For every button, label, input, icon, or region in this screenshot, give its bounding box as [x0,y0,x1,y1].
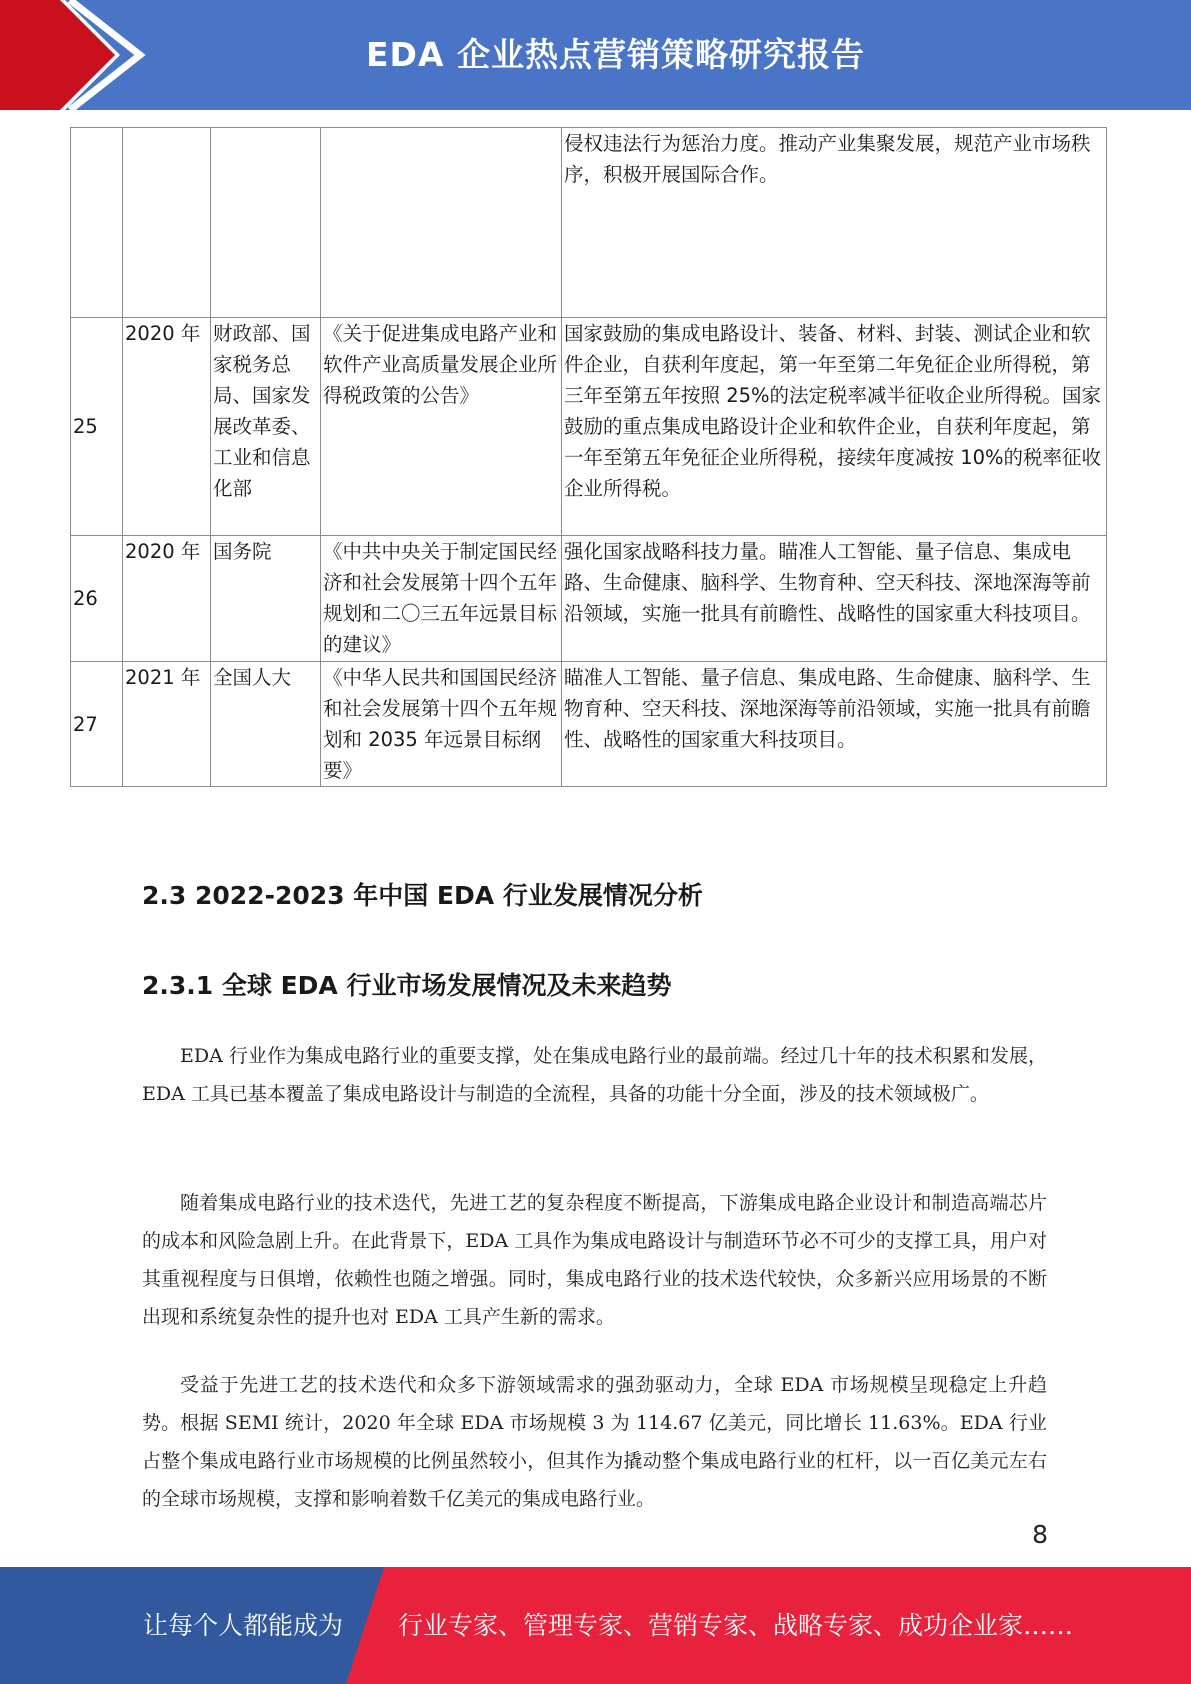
body-paragraph: 随着集成电路行业的技术迭代，先进工艺的复杂程度不断提高，下游集成电路企业设计和制造高端芯片的成本和风险急剧上升。在此背景下，EDA 工具作为集成电路设计与制造环节必不可少的支撑工具，用户对其重视程度与日俱增，依赖性也随之增强。同时，集成电路行业的技术迭代较快，众多新兴应用场景的不断出现和系统复杂性的提升也对 EDA 工具产生新的需求。 [142,1192,1047,1328]
row-document: 《关于促进集成电路产业和软件产业高质量发展企业所得税政策的公告》 [321,318,562,536]
page-number: 8 [1032,1520,1048,1549]
row-number: 25 [71,318,123,536]
row-document [321,128,562,318]
header-banner [0,0,1191,110]
row-document: 《中共中央关于制定国民经济和社会发展第十四个五年规划和二〇三五年远景目标的建议》 [321,536,562,662]
footer-banner [0,1567,1191,1684]
row-department: 国务院 [211,536,321,662]
row-content: 瞄准人工智能、量子信息、集成电路、生命健康、脑科学、生物育种、空天科技、深地深海等前沿领域，实施一批具有前瞻性、战略性的国家重大科技项目。 [562,662,1107,787]
row-number: 26 [71,536,123,662]
policy-table [70,127,1107,787]
footer-slogan-right: 行业专家、管理专家、营销专家、战略专家、成功企业家…… [398,1611,1074,1640]
row-number: 27 [71,662,123,787]
report-title: EDA 企业热点营销策略研究报告 [366,35,865,74]
row-department: 财政部、国家税务总局、国家发展改革委、工业和信息化部 [211,318,321,536]
body-paragraph: EDA 行业作为集成电路行业的重要支撑，处在集成电路行业的最前端。经过几十年的技术积累和发展，EDA 工具已基本覆盖了集成电路设计与制造的全流程，具备的功能十分全面，涉及的技术领域极广。 [142,1045,1047,1105]
subsection-heading: 2.3.1 全球 EDA 行业市场发展情况及未来趋势 [142,971,672,1000]
row-department: 全国人大 [211,662,321,787]
row-content: 强化国家战略科技力量。瞄准人工智能、量子信息、集成电路、生命健康、脑科学、生物育种、空天科技、深地深海等前沿领域，实施一批具有前瞻性、战略性的国家重大科技项目。 [562,536,1107,662]
table-row [71,128,1107,318]
row-year: 2020 年 [123,536,211,662]
body-paragraph: 受益于先进工艺的技术迭代和众多下游领域需求的强劲驱动力，全球 EDA 市场规模呈现稳定上升趋势。根据 SEMI 统计，2020 年全球 EDA 市场规模 3 为 114.67 亿美元，同比增长 11.63%。EDA 行业占整个集成电路行业市场规模的比例虽然较小，但其作为撬动整个集成电路行业的杠杆，以一百亿美元左右的全球市场规模，支撑和影响着数千亿美元的集成电路行业。 [142,1374,1047,1510]
table-row [71,662,1107,787]
section-heading: 2.3 2022-2023 年中国 EDA 行业发展情况分析 [142,881,703,910]
row-number [71,128,123,318]
row-year [123,128,211,318]
row-content: 国家鼓励的集成电路设计、装备、材料、封装、测试企业和软件企业，自获利年度起，第一年至第二年免征企业所得税，第三年至第五年按照 25%的法定税率减半征收企业所得税。国家鼓励的重点集成电路设计企业和软件企业，自获利年度起，第一年至第五年免征企业所得税，接续年度减按 10%的税率征收企业所得税。 [562,318,1107,536]
row-year: 2020 年 [123,318,211,536]
table-row [71,536,1107,662]
row-content: 侵权违法行为惩治力度。推动产业集聚发展，规范产业市场秩序，积极开展国际合作。 [562,128,1107,318]
row-document: 《中华人民共和国国民经济和社会发展第十四个五年规划和 2035 年远景目标纲要》 [321,662,562,787]
row-year: 2021 年 [123,662,211,787]
footer-slogan-left: 让每个人都能成为 [143,1611,344,1640]
row-department [211,128,321,318]
table-row [71,318,1107,536]
